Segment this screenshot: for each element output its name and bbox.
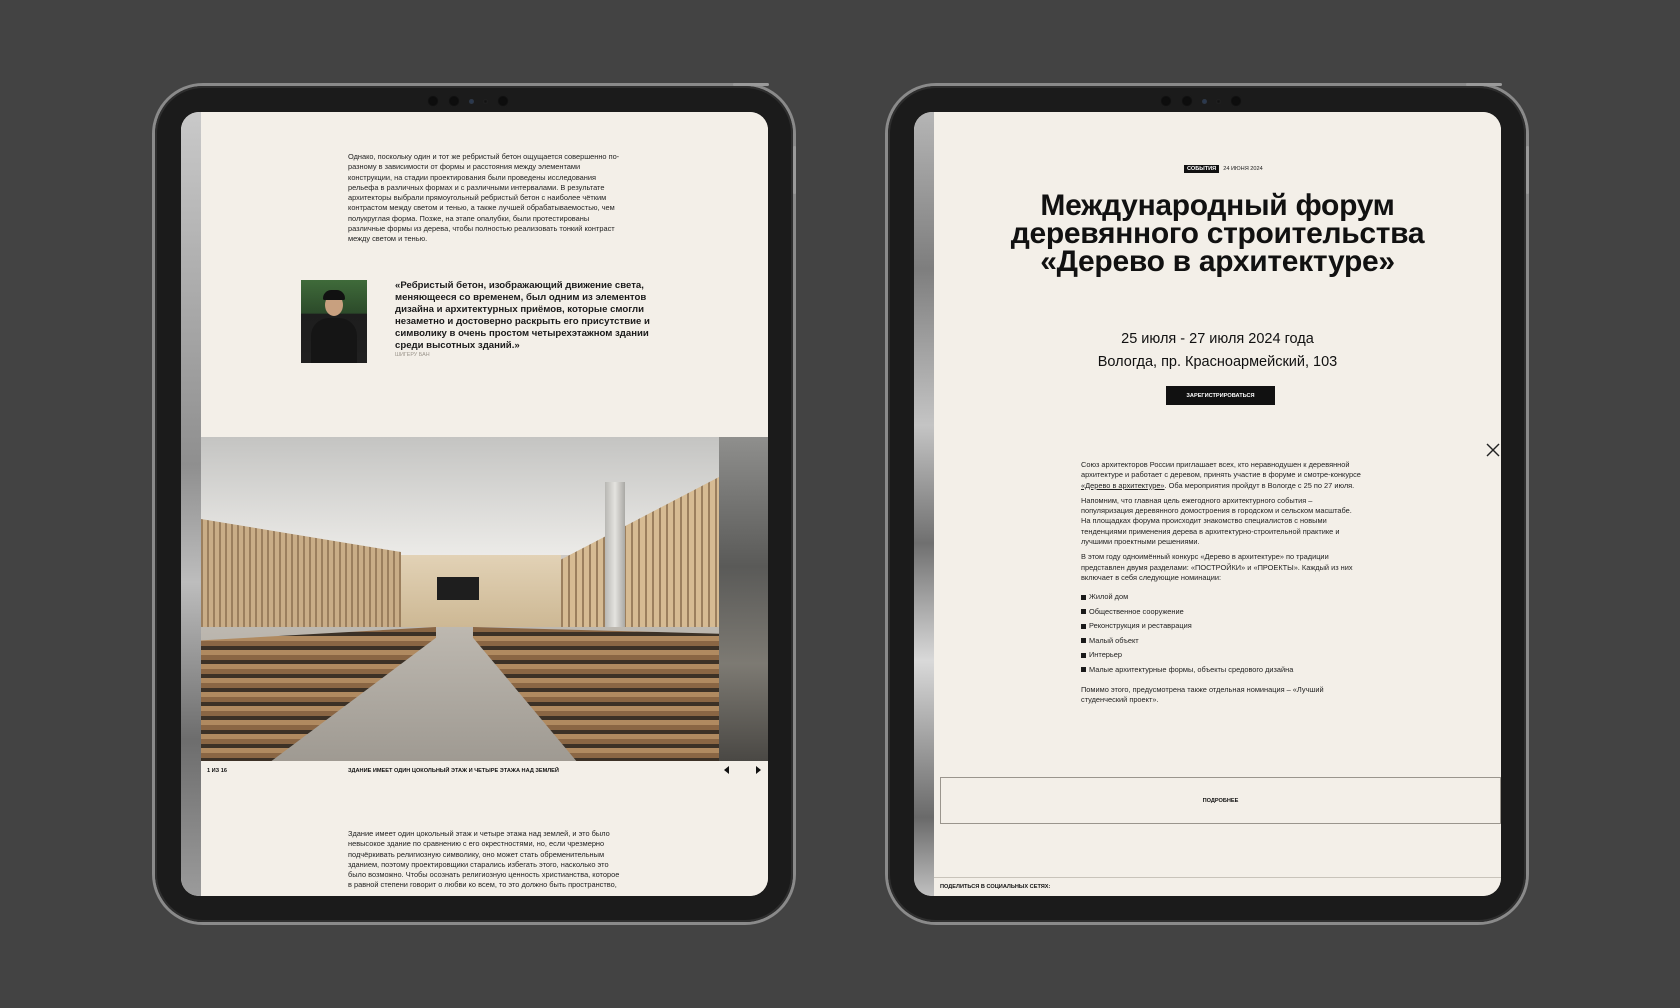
text-span: Союз архитекторов России приглашает всех, кто неравнодушен к деревянной архитектуре и работает с деревом, принять участие в форуме и смотре-конкурсе <box>1081 460 1361 480</box>
list-item: Малые архитектурные формы, объекты средового дизайна <box>1081 665 1361 675</box>
triangle-right-icon[interactable] <box>756 766 761 774</box>
event-address: Вологда, пр. Красноармейский, 103 <box>1097 354 1338 370</box>
description-paragraph: Напомним, что главная цель ежегодного архитектурного события – популяризация деревянного домостроения в городском и сельском масштабе. На площадках форума происходит знакомство специалистов с новыми тенденциями применения дерева в архитектурно-строительной практике и лучшими проектными решениями. <box>1081 495 1352 547</box>
quote-text: «Ребристый бетон, изображающий движение света, меняющееся со временем, был одним из элементов дизайна и архитектурных приёмов, которые смогли незаметно и достоверно раскрыть его присутствие и символику в очень простом четырехэтажном здании среди высотных зданий.» <box>395 280 650 351</box>
share-label: ПОДЕЛИТЬСЯ В СОЦИАЛЬНЫХ СЕТЯХ: <box>940 884 1051 890</box>
title-line: Международный форум <box>1040 189 1395 222</box>
register-label: ЗАРЕГИСТРИРОВАТЬСЯ <box>1186 392 1255 399</box>
sensor-icon <box>469 99 474 104</box>
right-screen <box>914 112 1501 896</box>
power-button <box>1526 146 1529 194</box>
left-tablet <box>155 86 793 922</box>
stage-screen <box>437 577 479 600</box>
share-divider <box>934 877 1501 878</box>
sensor-icon <box>1216 99 1221 104</box>
event-dates: 25 июля - 27 июля 2024 года <box>1121 331 1314 347</box>
background-page-edge <box>914 112 934 896</box>
more-label: ПОДРОБНЕЕ <box>1202 797 1239 804</box>
triangle-left-icon[interactable] <box>724 766 729 774</box>
list-item: Общественное сооружение <box>1081 607 1361 617</box>
sensor-icon <box>483 99 488 104</box>
camera-lens-icon <box>1160 95 1172 107</box>
quote-author: ШИГЕРУ БАН <box>395 352 430 358</box>
right-tablet <box>888 86 1526 922</box>
portrait-body <box>311 318 357 363</box>
left-screen <box>181 112 768 896</box>
text-span: . Оба мероприятия пройдут в Вологде с 25 по 27 июля. <box>1164 480 1355 490</box>
camera-lens-icon <box>448 95 460 107</box>
event-title <box>934 189 1501 278</box>
camera-array <box>1160 94 1242 108</box>
camera-lens-icon <box>1181 95 1193 107</box>
modal[interactable] <box>934 112 1501 896</box>
camera-lens-icon <box>497 95 509 107</box>
list-item: Жилой дом <box>1081 592 1361 602</box>
register-button[interactable] <box>1166 386 1275 405</box>
volume-button <box>733 83 769 86</box>
description-paragraph <box>1081 460 1361 491</box>
list-item: Реконструкция и реставрация <box>1081 621 1361 631</box>
more-button[interactable] <box>940 777 1501 824</box>
gallery-counter: 1 ИЗ 16 <box>207 768 227 774</box>
background-page-edge <box>181 112 201 896</box>
portrait-photo <box>301 280 367 363</box>
meta-row <box>1184 165 1263 173</box>
camera-lens-icon <box>427 95 439 107</box>
description-paragraph: В этом году одноимённый конкурс «Дерево в архитектуре» по традиции представлен двумя разделами: «ПОСТРОЙКИ» и «ПРОЕКТЫ». Каждый из них включает в себя следующие номинации: <box>1081 552 1353 582</box>
sensor-icon <box>1202 99 1207 104</box>
camera-array <box>427 94 509 108</box>
category-tag[interactable]: СОБЫТИЯ <box>1184 165 1219 173</box>
title-line: «Дерево в архитектуре» <box>1040 245 1395 278</box>
portrait-hair <box>323 290 345 300</box>
nominations-list <box>1081 592 1361 675</box>
page-content[interactable] <box>201 112 768 896</box>
close-icon-svg <box>1485 442 1501 458</box>
close-icon[interactable] <box>1485 442 1501 458</box>
contest-link[interactable]: «Дерево в архитектуре» <box>1081 480 1165 490</box>
title-line: деревянного строительства <box>1010 217 1425 250</box>
article-paragraph: Однако, поскольку один и тот же ребристый бетон ощущается совершенно по-разному в зависимости от формы и расстояния между элементами конструкции, на стадии проектирования были проведены исследования рельефа в различных формах и с различными интервалами. В результате архитекторы выбрали прямоугольный ребристый бетон с наиболее чётким контрастом между светом и тенью, а также лучшей обрабатываемостью, чем полукруглая форма. Позже, на этапе опалубки, были протестированы различные формы из дерева, чтобы полностью реализовать тонкий контраст между светом и тенью. <box>348 152 620 244</box>
volume-button <box>1466 83 1502 86</box>
publish-date: 24 ИЮНЯ 2024 <box>1223 166 1263 172</box>
event-description <box>1081 460 1361 706</box>
stage-wall <box>401 555 561 627</box>
camera-lens-icon <box>1230 95 1242 107</box>
list-item: Интерьер <box>1081 650 1361 660</box>
power-button <box>793 146 796 194</box>
gallery-image[interactable] <box>201 437 719 761</box>
next-image-peek[interactable] <box>719 437 768 761</box>
article-paragraph: Здание имеет один цокольный этаж и четыре этажа над землей, и это было невысокое здание по сравнению с его окрестностями, но, если чрезмерно подчёркивать религиозную символику, оно может стать обременительным зданием, поэтому проектировщики старались избегать этого, насколько это было возможно. Чтобы осознать религиозную ценность христианства, которое в равной степени говорит о любви ко всем, то это должно быть пространство, <box>348 829 620 890</box>
column <box>605 482 625 632</box>
description-paragraph: Помимо этого, предусмотрена также отдельная номинация – «Лучший студенческий проект». <box>1081 684 1324 705</box>
list-item: Малый объект <box>1081 636 1361 646</box>
gallery-caption: ЗДАНИЕ ИМЕЕТ ОДИН ЦОКОЛЬНЫЙ ЭТАЖ И ЧЕТЫРЕ ЭТАЖА НАД ЗЕМЛЕЙ <box>348 768 559 774</box>
